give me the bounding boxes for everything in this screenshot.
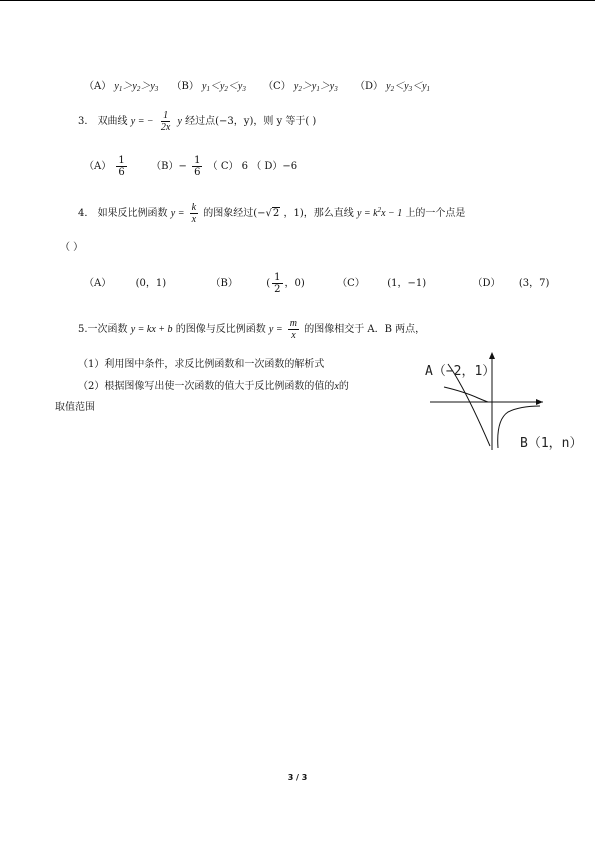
point-a-label: A（−2，1） <box>425 364 496 379</box>
q3-text-after: 经过点(−3，y)，则 y 等于( ) <box>185 116 317 127</box>
q5-frac-den: x <box>291 330 296 341</box>
q4-line-eq2: x − 1 <box>381 208 403 219</box>
q5-stem <box>78 318 425 341</box>
q3-option-c: （ C） 6 <box>207 161 249 172</box>
q2-option-d-expr: $y_2<y_3<y_1$ <box>386 81 431 93</box>
q4-option-a: （A） <box>84 278 112 289</box>
q4-sqrt-value: 2 <box>272 208 280 219</box>
q5-eq-lhs: y = <box>268 324 283 335</box>
q3-options <box>84 155 297 178</box>
q3-option-d: （ D）−6 <box>251 161 298 172</box>
q5-part1: （1）利用图中条件，求反比例函数和一次函数的解析式 <box>78 359 325 370</box>
q4-options <box>84 272 549 295</box>
q4-option-a-val: (0，1) <box>135 278 167 289</box>
q2-option-a: （A） $y_1>y_2>y_3$ <box>84 81 159 93</box>
q3-option-b: （B）− <box>151 161 187 172</box>
q4-text-before: 如果反比例函数 <box>97 208 168 219</box>
q2-option-d: （D） $y_2<y_3<y_1$ <box>354 81 431 93</box>
q5-part2-cont: 取值范围 <box>55 402 95 413</box>
q4-option-b-frac: $\frac{1}{2}$ <box>274 272 281 295</box>
q4-option-d: （D） <box>472 278 501 289</box>
q3-stem <box>78 110 316 133</box>
sqrt-icon: √ <box>265 208 272 219</box>
q3-eq-tail: y <box>177 116 182 127</box>
q4-answer-paren: （ ） <box>60 242 84 253</box>
q4-text-after: 上的一个点是 <box>405 208 466 219</box>
q5-part2: （2）根据图像写出使一次函数的值大于反比例函数的值的x的 <box>78 381 349 392</box>
q3-frac-num: 1 <box>163 110 169 121</box>
q5-lin-eq: y = kx + b <box>130 324 173 335</box>
x-axis-arrow-icon <box>536 399 543 405</box>
q3-option-a: （A） <box>84 161 112 172</box>
q4-option-c-val: (1，−1) <box>387 278 427 289</box>
q3-option-a-frac: $\frac{1}{6}$ <box>118 155 125 178</box>
q3-fraction <box>159 110 172 133</box>
q2-option-c: （C） $y_2>y_1>y_3$ <box>263 81 338 93</box>
y-axis-arrow-icon <box>489 352 495 359</box>
q5-text-mid: 的图像与反比例函数 <box>175 324 266 335</box>
q4-text-mid: 的图象经过(− <box>203 208 266 219</box>
q4-option-d-val: (3，7) <box>518 278 550 289</box>
q4-eq-lhs: y = <box>170 208 185 219</box>
q4-option-b-post: ，0) <box>284 278 305 289</box>
q4-fraction <box>190 202 198 225</box>
q5-number: 5. <box>78 324 88 335</box>
q4-line-sup: 2 <box>377 206 382 214</box>
q3-text-before: 双曲线 <box>97 116 128 127</box>
q5-graph <box>420 340 583 463</box>
q4-option-b-pre: ( <box>266 278 271 289</box>
q2-option-b-expr: $y_1<y_2<y_3$ <box>202 81 246 93</box>
q4-line-eq: y = k <box>356 208 378 219</box>
q4-stem <box>78 202 465 225</box>
point-b-label: B（1，n） <box>520 436 583 451</box>
q3-eq-lhs: y = − <box>130 116 154 127</box>
q2-option-a-expr: $y_1>y_2>y_3$ <box>114 81 159 93</box>
q5-part2-x: x <box>334 381 339 392</box>
q5-fraction <box>288 318 299 341</box>
page-number: 3 / 3 <box>287 773 308 782</box>
q5-text-before: 一次函数 <box>87 324 128 335</box>
q3-frac-den: 2x <box>160 122 171 133</box>
q4-number: 4． <box>78 208 95 219</box>
page-top-rule <box>0 0 595 1</box>
q3-option-b-frac: $\frac{1}{6}$ <box>194 155 201 178</box>
q3-number: 3． <box>78 116 95 127</box>
q4-frac-den: x <box>191 214 197 225</box>
q5-text-after: 的图像相交于 A．B 两点， <box>304 324 426 335</box>
q2-options <box>84 80 430 96</box>
q4-option-c: （C） <box>337 278 365 289</box>
q4-text-mid2: ，1)，那么直线 <box>283 208 354 219</box>
q2-option-b: （B） $y_1<y_2<y_3$ <box>171 81 246 93</box>
q2-option-c-expr: $y_2>y_1>y_3$ <box>293 81 338 93</box>
q4-frac-num: k <box>191 202 197 213</box>
q4-option-b: （B） <box>210 278 238 289</box>
q5-frac-num: m <box>289 318 298 329</box>
